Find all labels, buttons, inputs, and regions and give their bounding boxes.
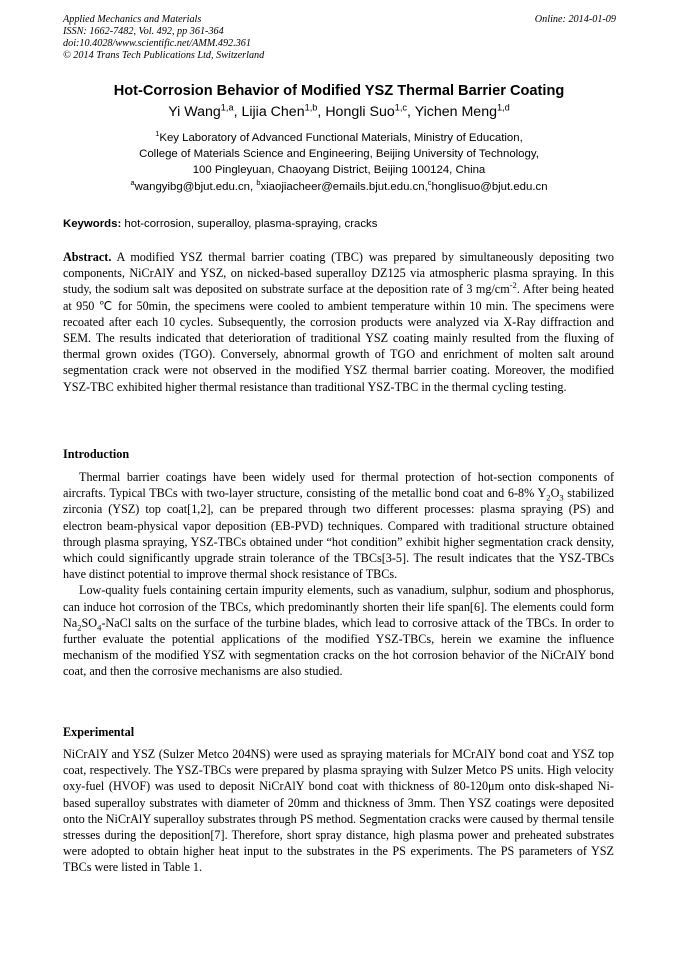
affil-line-1: Key Laboratory of Advanced Functional Materials, Ministry of Education,: [159, 132, 523, 144]
email-list: [63, 180, 615, 194]
abstract-text: A modified YSZ thermal barrier coating (TBC) was prepared by simultaneously depositing two components, NiCrAlY and YSZ, on nicked-based superalloy DZ125 via atmospheric plasma spraying. In this study, the sodium salt was deposited on substrate surface at the deposition rate of 3 mg/cm: [63, 250, 614, 297]
issn-line: ISSN: 1662-7482, Vol. 492, pp 361-364: [63, 26, 224, 37]
author-affil-mark: 1,d: [496, 102, 510, 113]
abstract-text-cont: . After being heated at 950 ℃ for 50min, the specimens were cooled to ambient temperature within 10 min. The specimens were recoated after each 10 cycles. Subsequently, the corrosion products were analyzed via X-Ray diffraction and SEM. The results indicated that deterioration of traditional YSZ coating mainly resulted from the fluxing of thermal grown oxides (TGO). Conversely, abnormal growth of TGO and enrichment of molten salt around segmentation crack were not observed in the modified YSZ thermal barrier coating. Moreover, the modified YSZ-TBC exhibited higher thermal resistance than traditional YSZ-TBC in the thermal cycling testing.: [63, 282, 615, 394]
introduction-paragraph-2: Low-quality fuels containing certain impurity elements, such as vanadium, sulphur, sodium and phosphorus, can induce hot corrosion of the TBCs, which predominantly shorten their life span[6]. The elements could form $Na_2SO_4$-NaCl salts on the surface of the turbine blades, which lead to corrosive attack of the TBCs. In order to further evaluate the potential applications of the modified YSZ-TBCs, herein we examine the influence mechanism of the modified YSZ with segmentation cracks on the hot corrosion behavior of the NiCrAlY bond coat, and then the corrosive mechanisms are also studied.: [63, 583, 614, 679]
keywords-text: hot-corrosion, superalloy, plasma-spraying, cracks: [121, 218, 378, 230]
abstract-label: Abstract.: [63, 250, 112, 264]
affiliation: [63, 130, 615, 178]
journal-header: [63, 14, 264, 62]
introduction-heading: Introduction: [63, 447, 130, 461]
email-address[interactable]: honglisuo@bjut.edu.cn: [431, 181, 548, 193]
email-address[interactable]: xiaojiacheer@emails.bjut.edu.cn,: [260, 181, 428, 193]
journal-name: Applied Mechanics and Materials: [63, 14, 202, 25]
author-name: Yichen Meng: [414, 104, 497, 120]
author-affil-mark: 1,b: [304, 102, 318, 113]
introduction-body: [63, 469, 614, 680]
email-mark: c: [427, 178, 432, 188]
abstract: [63, 249, 614, 395]
author-affil-mark: 1,c: [394, 102, 408, 113]
author-name: Hongli Suo: [325, 104, 395, 120]
author-affil-mark: 1,a: [220, 102, 234, 113]
email-mark: b: [256, 178, 261, 188]
experimental-paragraph-1: NiCrAlY and YSZ (Sulzer Metco 204NS) were used as spraying materials for MCrAlY bond coat and YSZ top coat, respectively. The YSZ-TBCs were prepared by plasma spraying with Sulzer Metco PS units. High velocity oxy-fuel (HVOF) was used to deposit NiCrAlY bond coat with thickness of 80-120μm onto disk-shaped Ni-based superalloy substrates with diameter of 20mm and thickness of 3mm. Then YSZ coatings were deposited onto the NiCrAlY superalloy substrates through PS method. Segmentation cracks were caused by thermal tensile stresses during the deposition[7]. Therefore, short spray distance, high plasma power and preheated substrates were adopted to obtain higher heat input to the substrates in the PS experiments. The PS parameters of YSZ TBCs were listed in Table 1.: [63, 747, 614, 875]
affil-line-2: College of Materials Science and Engineering, Beijing University of Technology,: [139, 148, 539, 160]
affil-line-3: 100 Pingleyuan, Chaoyang District, Beijing 100124, China: [192, 164, 486, 176]
abstract-sup: -2: [509, 280, 517, 291]
keywords: [63, 217, 615, 231]
paper-title: Hot-Corrosion Behavior of Modified YSZ Thermal Barrier Coating: [113, 83, 565, 99]
keywords-label: Keywords:: [63, 218, 122, 230]
online-date: Online: 2014-01-09: [534, 14, 616, 25]
doi-line: doi:10.4028/www.scientific.net/AMM.492.361: [63, 38, 251, 49]
introduction-paragraph-1: Thermal barrier coatings have been widely used for thermal protection of hot-section components of aircrafts. Typical TBCs with two-layer structure, consisting of the metallic bond coat and 6-8% $Y_2O_3$ stabilized zirconia (YSZ) top coat[1,2], can be prepared through two different processes: plasma spraying (PS) and electron beam-physical vapor deposition (EB-PVD) techniques. Compared with traditional structure obtained through plasma spraying, YSZ-TBCs obtained under “hot condition” exhibit higher segmentation crack density, which could significantly upgrade strain tolerance of the TBCs[3-5]. The result indicates that the YSZ-TBCs have distinct potential to improve thermal shock resistance of TBCs.: [63, 470, 614, 582]
email-address[interactable]: wangyibg@bjut.edu.cn,: [134, 181, 257, 193]
experimental-body: [63, 746, 614, 876]
author-list: Yi Wang$^{1,a}$, Lijia Chen$^{1,b}$, Hongli Suo$^{1,c}$, Yichen Meng$^{1,d}$: [168, 102, 510, 120]
email-mark: a: [130, 178, 135, 188]
author-name: Lijia Chen: [241, 104, 305, 120]
author-name: Yi Wang: [168, 104, 221, 120]
affil-mark: 1: [155, 129, 160, 139]
copyright-line: © 2014 Trans Tech Publications Ltd, Switzerland: [63, 50, 265, 61]
experimental-heading: Experimental: [63, 725, 135, 739]
